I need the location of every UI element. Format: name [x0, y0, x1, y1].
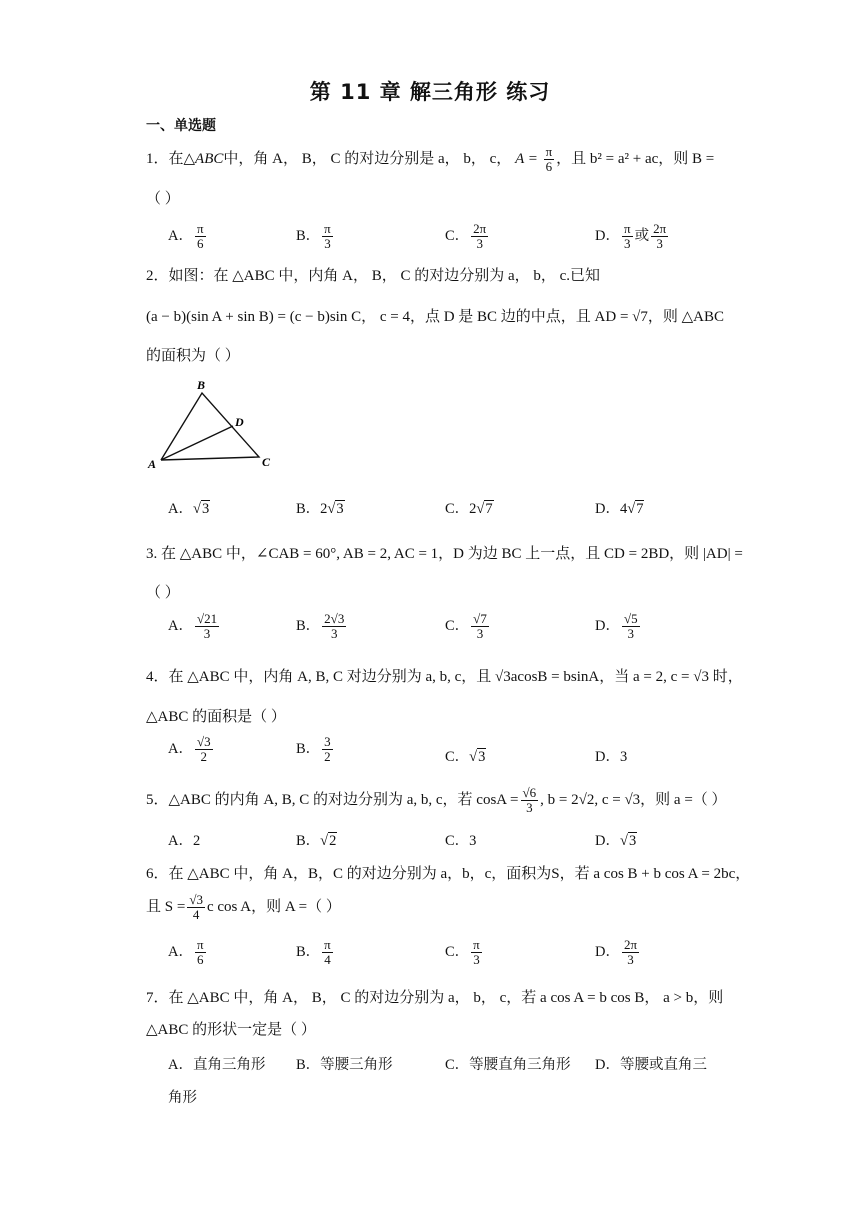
q4-option-d[interactable]: D．3 [595, 749, 628, 765]
q5-option-a[interactable]: A．2 [168, 833, 201, 849]
q6-option-a[interactable]: A． $\frac{\pi}{6}$ [168, 937, 204, 968]
fig-label-b: B [197, 378, 206, 392]
q5-stem: 5．△ABC 的内角 A, B, C 的对边分别为 a, b, c，若 cosA = $\frac{√6}{3}$ , b = 2√2, c = √3，则 a =（ ） [146, 785, 727, 816]
q3-option-a[interactable]: A． $\frac{√21}{3}$ [168, 611, 218, 642]
q7-option-c[interactable]: C．等腰直角三角形 [445, 1057, 571, 1073]
q3-option-b[interactable]: B． $\frac{2√3}{3}$ [296, 611, 345, 642]
q7-option-d-continued: 角形 [168, 1090, 197, 1106]
q5-option-b[interactable]: B．√2 [296, 833, 337, 849]
q2-stem-line2: (a − b)(sin A + sin B) = (c − b)sin C， c = 4，点 D 是 BC 边的中点，且 AD = √7，则 △ABC [146, 309, 725, 325]
q4-stem-line1: 4．在 △ABC 中，内角 A, B, C 对边分别为 a, b, c，且 √3acosB = bsinA，当 a = 2, c = √3 时， [146, 669, 743, 685]
q7-option-a[interactable]: A．直角三角形 [168, 1057, 266, 1073]
q6-option-d[interactable]: D． $\frac{2\pi}{3}$ [595, 937, 638, 968]
q1-option-c[interactable]: C． $\frac{2\pi}{3}$ [445, 221, 487, 252]
q3-option-d[interactable]: D． $\frac{√5}{3}$ [595, 611, 638, 642]
q6-stem-line1: 6．在 △ABC 中，角 A，B，C 的对边分别为 a，b，c，面积为S，若 a cos B + b cos A = 2bc， [146, 866, 751, 882]
q1-paren: （ ） [146, 191, 180, 207]
q4-stem-line2: △ABC 的面积是（ ） [146, 709, 286, 725]
q7-stem-line1: 7．在 △ABC 中，角 A， B， C 的对边分别为 a， b， c，若 a cos A = b cos B， a > b，则 [146, 990, 724, 1006]
q4-option-c[interactable]: C．√3 [445, 749, 486, 765]
q3-stem: 3. 在 △ABC 中，∠CAB = 60°, AB = 2, AC = 1，D 为边 BC 上一点，且 CD = 2BD，则 |AD| = [146, 546, 743, 562]
q2-stem-line1: 2．如图：在 △ABC 中，内角 A， B， C 的对边分别为 a， b， c.已知 [146, 268, 601, 284]
triangle-abc [161, 393, 259, 460]
q3-option-c[interactable]: C． $\frac{√7}{3}$ [445, 611, 487, 642]
q6-stem-line2: 且 S = $\frac{√3}{4}$ c cos A，则 A =（ ） [146, 892, 341, 923]
q3-paren: （ ） [146, 585, 180, 601]
q2-option-c[interactable]: C．2√7 [445, 501, 493, 517]
q4-option-b[interactable]: B． $\frac{3}{2}$ [296, 734, 331, 765]
fig-label-d: D [235, 415, 244, 429]
q1-stem: 1．在△ABC中，角 A， B， C 的对边分别是 a， b， c， A = $\frac{\pi}{6}$ ，且 b² = a² + ac，则 B = [146, 144, 715, 175]
q1-option-a[interactable]: A． $\frac{\pi}{6}$ [168, 221, 204, 252]
q1-option-d[interactable]: D． $\frac{\pi}{3}$ 或 $\frac{2\pi}{3}$ [595, 221, 667, 252]
q2-option-a[interactable]: A．√3 [168, 501, 210, 517]
q1-frac: $\frac{\pi}{6}$ [545, 144, 553, 175]
q6-option-c[interactable]: C． $\frac{\pi}{3}$ [445, 937, 480, 968]
q5-option-d[interactable]: D．√3 [595, 833, 637, 849]
q7-option-d[interactable]: D．等腰或直角三 [595, 1057, 707, 1073]
q7-stem-line2: △ABC 的形状一定是（ ） [146, 1022, 316, 1038]
q2-option-b[interactable]: B．2√3 [296, 501, 344, 517]
q7-option-b[interactable]: B．等腰三角形 [296, 1057, 393, 1073]
q6-option-b[interactable]: B． $\frac{\pi}{4}$ [296, 937, 331, 968]
page-title: 第 11 章 解三角形 练习 [309, 80, 551, 104]
fig-label-a: A [148, 457, 157, 471]
q2-option-d[interactable]: D．4√7 [595, 501, 644, 517]
q5-option-c[interactable]: C．3 [445, 833, 477, 849]
q1-option-b[interactable]: B． $\frac{\pi}{3}$ [296, 221, 331, 252]
q4-option-a[interactable]: A． $\frac{√3}{2}$ [168, 734, 211, 765]
q2-triangle-figure [145, 376, 280, 471]
section-heading: 一、单选题 [146, 118, 216, 134]
fig-label-c: C [262, 455, 271, 469]
q2-stem-line3: 的面积为（ ） [146, 348, 240, 364]
